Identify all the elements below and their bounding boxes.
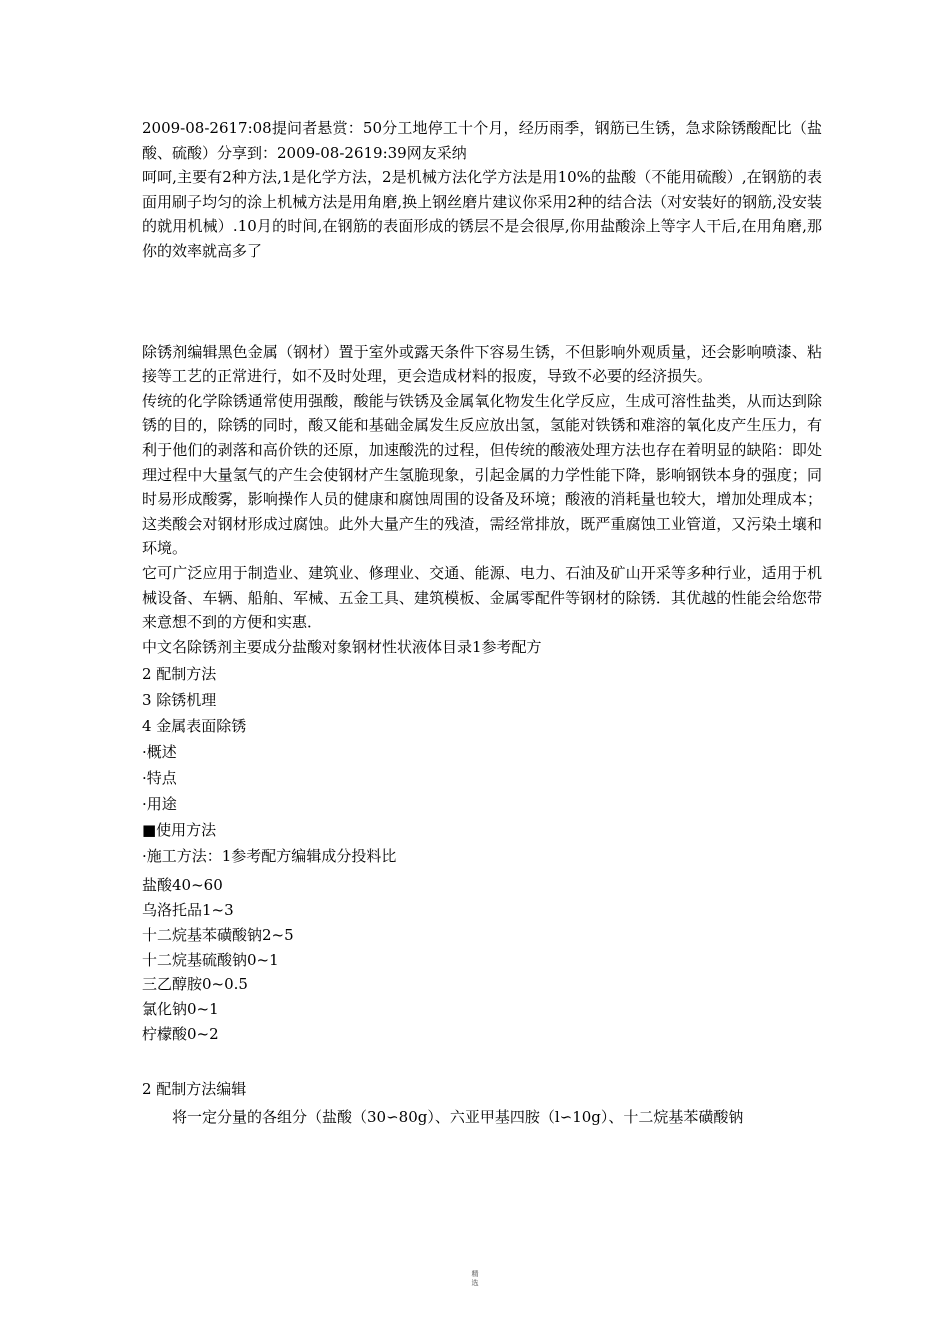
method-heading: 2 配制方法编辑 — [142, 1079, 247, 1098]
toc-item: 2 配制方法 — [142, 665, 217, 684]
toc-item: ·特点 — [142, 769, 177, 788]
method-paragraph: 将一定分量的各组分（盐酸（30∽80g）、六亚甲基四胺（l∽10g）、十二烷基苯磺酸钠 — [172, 1108, 744, 1127]
toc-item: 3 除锈机理 — [142, 691, 217, 710]
footer-text: 精 — [471, 1270, 479, 1278]
toc-item: ·概述 — [142, 743, 177, 762]
article-application-paragraph: 它可广泛应用于制造业、建筑业、修理业、交通、能源、电力、石油及矿山开采等多种行业，适用于机械设备、车辆、船舶、军械、五金工具、建筑模板、金属零配件等钢材的除锈．其优越的性能会给您带来意想不到的方便和实惠． — [142, 563, 822, 632]
spacer — [142, 264, 822, 340]
table-of-contents — [142, 661, 822, 869]
toc-item: 4 金属表面除锈 — [142, 717, 247, 736]
article-summary-line: 中文名除锈剂主要成分盐酸对象钢材性状液体目录1参考配方 — [142, 637, 542, 656]
toc-item: ■使用方法 — [142, 821, 217, 840]
toc-item: ·施工方法：1参考配方编辑成分投料比 — [142, 847, 397, 866]
spacer — [142, 1047, 822, 1077]
formula-item: 十二烷基硫酸钠0~1 — [142, 950, 279, 969]
article-intro-paragraph: 除锈剂编辑黑色金属（钢材）置于室外或露天条件下容易生锈，不但影响外观质量，还会影响喷漆、粘接等工艺的正常进行，如不及时处理，更会造成材料的报废，导致不必要的经济损失。 — [142, 342, 822, 386]
formula-item: 三乙醇胺0~0.5 — [142, 975, 248, 994]
page-footer — [467, 1270, 483, 1288]
formula-item: 柠檬酸0~2 — [142, 1025, 219, 1044]
formula-list — [142, 873, 822, 1047]
qa-question-paragraph: 2009-08-2617:08提问者悬赏：50分工地停工十个月，经历雨季，钢筋已生锈，急求除锈酸配比（盐酸、硫酸）分享到：2009-08-2619:39网友采纳 — [142, 119, 822, 162]
document-page — [142, 116, 822, 1130]
toc-item: ·用途 — [142, 795, 177, 814]
article-chemistry-paragraph: 传统的化学除锈通常使用强酸，酸能与铁锈及金属氧化物发生化学反应，生成可溶性盐类，从而达到除锈的目的，除锈的同时，酸又能和基础金属发生反应放出氢，氢能对铁锈和难溶的氧化皮产生压力，有利于他们的剥落和高价铁的还原，加速酸洗的过程，但传统的酸液处理方法也存在着明显的缺陷：即处理过程中大量氢气的产生会使钢材产生氢脆现象，引起金属的力学性能下降，影响钢铁本身的强度；同时易形成酸雾，影响操作人员的健康和腐蚀周围的设备及环境；酸液的消耗量也较大，增加处理成本；这类酸会对钢材形成过腐蚀。此外大量产生的残渣，需经常排放，既严重腐蚀工业管道，又污染土壤和环境。 — [142, 391, 822, 558]
formula-item: 盐酸40~60 — [142, 876, 223, 895]
qa-answer-paragraph: 呵呵,主要有2种方法,1是化学方法，2是机械方法化学方法是用10%的盐酸（不能用硫酸）,在钢筋的表面用刷子均匀的涂上机械方法是用角磨,换上钢丝磨片建议你采用2种的结合法（对安装好的钢筋,没安装的就用机械）.10月的时间,在钢筋的表面形成的锈层不是会很厚,你用盐酸涂上等字人干后,在用角磨,那你的效率就高多了 — [142, 168, 822, 260]
formula-item: 乌洛托品1~3 — [142, 901, 234, 920]
formula-item: 十二烷基苯磺酸钠2~5 — [142, 925, 294, 944]
formula-item: 氯化钠0~1 — [142, 1000, 219, 1019]
footer-text: 选 — [471, 1279, 479, 1287]
